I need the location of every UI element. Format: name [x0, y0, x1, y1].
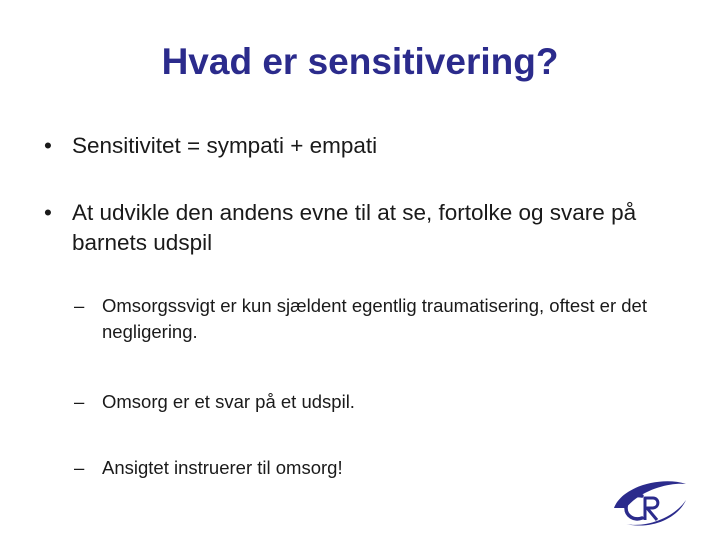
cr-logo-icon [612, 478, 688, 530]
sub-bullet-marker: – [74, 391, 85, 412]
sub-bullet-item [74, 389, 684, 415]
sub-bullet-marker: – [74, 295, 85, 316]
sub-bullet-item [74, 455, 684, 481]
bullet-text: Sensitivitet = sympati + empati [72, 133, 378, 158]
slide-title: Hvad er sensitivering? [161, 41, 559, 82]
bullet-item [44, 131, 684, 161]
bullet-marker: • [44, 200, 52, 225]
bullet-item [44, 198, 684, 258]
sub-bullet-text: Omsorgssvigt er kun sjældent egentlig traumatisering, oftest er det negligering. [102, 295, 647, 342]
sub-bullet-text: Ansigtet instruerer til omsorg! [102, 457, 343, 478]
bullet-text: At udvikle den andens evne til at se, fortolke og svare på barnets udspil [72, 200, 637, 255]
sub-bullet-item [74, 293, 684, 345]
sub-bullet-marker: – [74, 457, 85, 478]
bullet-marker: • [44, 133, 52, 158]
sub-bullet-text: Omsorg er et svar på et udspil. [102, 391, 355, 412]
